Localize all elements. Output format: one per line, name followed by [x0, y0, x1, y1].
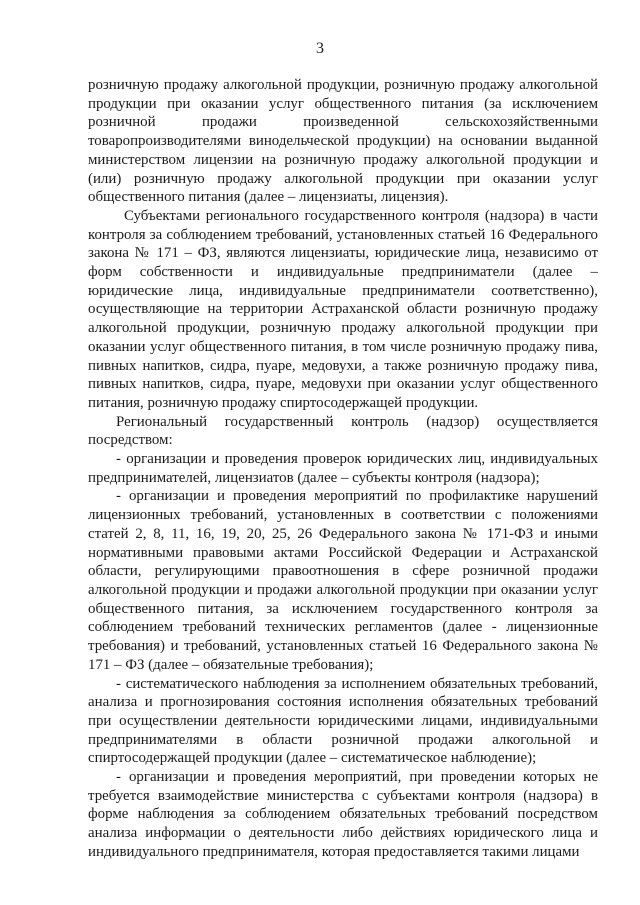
document-body: [88, 76, 598, 862]
page-number: 3: [316, 40, 324, 57]
list-item-non-interaction-measures: - организации и проведения мероприятий, при проведении которых не требуется взаимодействие министерства с субъектами контроля (надзора) в форме наблюдения за соблюдением обязательных требований посредством анализа информации о деятельности либо действиях юридического лица и индивидуального предпринимателя, которая предоставляется такими лицами: [88, 769, 598, 860]
paragraph-control-subjects: Субъектами регионального государственного контроля (надзора) в части контроля за соблюдением требований, установленных статьей 16 Федерального закона № 171 – ФЗ, являются лицензиаты, юридические лица, независимо от форм собственности и индивидуальные предприниматели (далее – юридические лица, индивидуальные предприниматели соответственно), осуществляющие на территории Астраханской области розничную продажу алкогольной продукции, розничную продажу алкогольной продукции при оказании услуг общественного питания, в том числе розничную продажу пива, пивных напитков, сидра, пуаре, медовухи, а также розничную продажу пива, пивных напитков, сидра, пуаре, медовухи при оказании услуг общественного питания, розничную продажу спиртосодержащей продукции.: [88, 207, 598, 411]
list-item-inspections: - организации и проведения проверок юридических лиц, индивидуальных предпринимателей, лицензиатов (далее – субъекты контроля (надзора);: [88, 451, 598, 486]
list-item-prevention: - организации и проведения мероприятий по профилактике нарушений лицензионных требований, установленных в соответствии с положениями статей 2, 8, 11, 16, 19, 20, 25, 26 Федерального закона № 171-ФЗ и иными нормативными правовыми актами Российской Федерации и Астраханской области, регулирующими правоотношения в сфере розничной продажи алкогольной продукции и продажи алкогольной продукции при оказании услуг общественного питания, за исключением государственного контроля за соблюдением требований технических регламентов (далее - лицензионные требования) и требований, установленных статьей 16 Федерального закона № 171 – ФЗ (далее – обязательные требования);: [88, 488, 598, 673]
list-item-systematic-observation: - систематического наблюдения за исполнением обязательных требований, анализа и прогнозирования состояния исполнения обязательных требований при осуществлении деятельности юридическими лицами, индивидуальными предпринимателями в области розничной продажи алкогольной и спиртосодержащей продукции (далее – систематическое наблюдение);: [88, 675, 598, 767]
paragraph-licensees-continuation: розничную продажу алкогольной продукции, розничную продажу алкогольной продукции при оказании услуг общественного питания (за исключением розничной продажи произведенной сельскохозяйственными товаропроизводителями винодельческой продукции) на основании выданной министерством лицензии на розничную продажу алкогольной продукции и (или) розничную продажу алкогольной продукции при оказании услуг общественного питания (далее – лицензиаты, лицензия).: [88, 77, 598, 206]
paragraph-control-means: Региональный государственный контроль (надзор) осуществляется посредством:: [88, 413, 598, 449]
